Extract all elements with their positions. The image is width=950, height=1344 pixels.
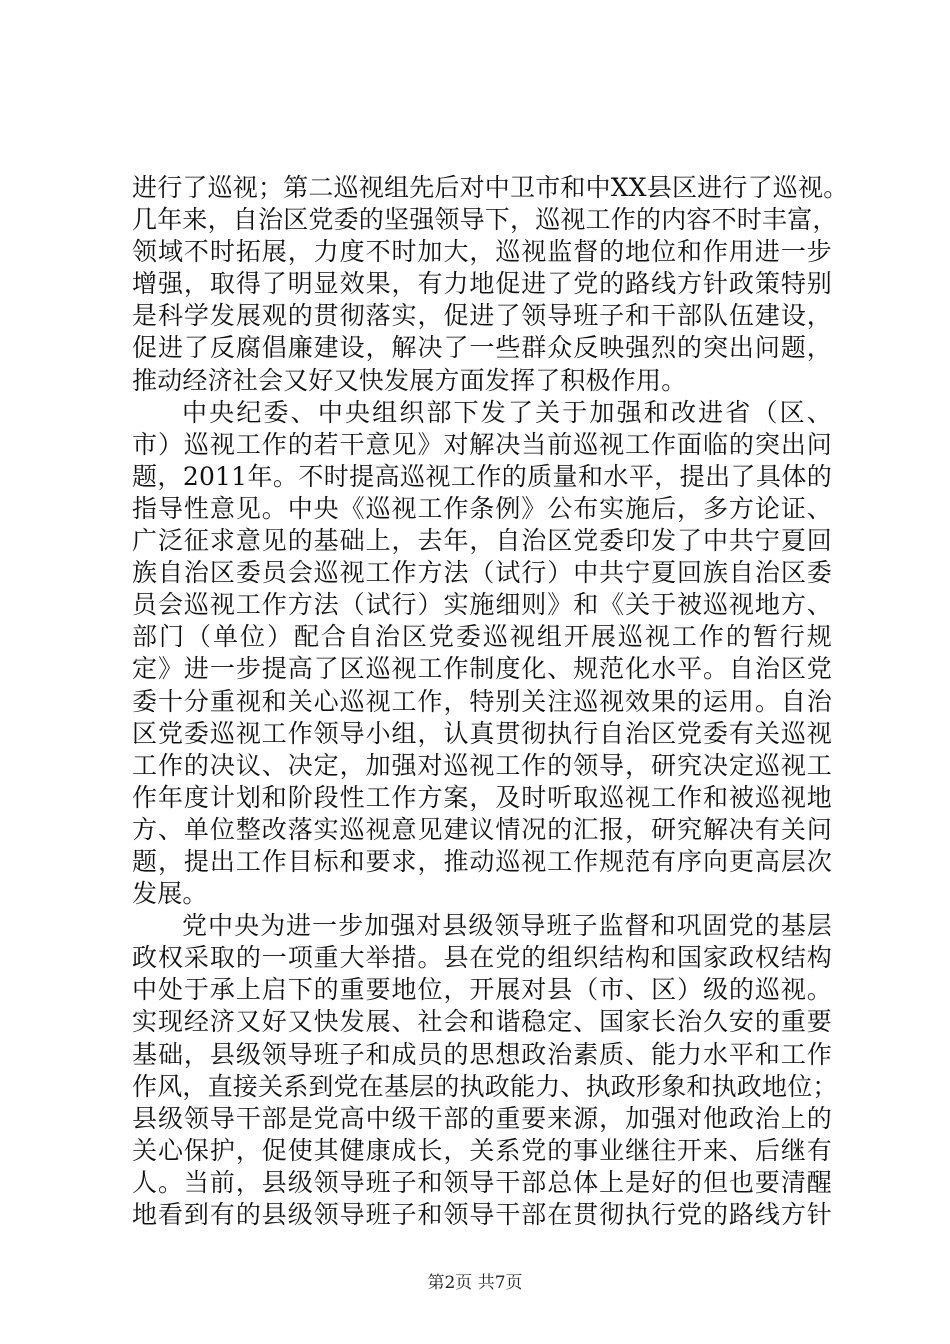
paragraph-1-line: 进行了巡视；第二巡视组先后对中卫市和中XX县区进行了巡视。 <box>132 173 849 202</box>
paragraph-2-line: 区党委巡视工作领导小组，认真贯彻执行自治区党委有关巡视 <box>132 718 832 748</box>
paragraph-2-line: 委十分重视和关心巡视工作，特别关注巡视效果的运用。自治 <box>132 686 832 716</box>
paragraph-3-line: 作风，直接关系到党在基层的执政能力、执政形象和执政地位； <box>132 1071 838 1101</box>
paragraph-3-line: 实现经济又好又快发展、社会和谐稳定、国家长治久安的重要 <box>132 1007 832 1037</box>
document-body <box>132 172 849 1231</box>
paragraph-1-line: 促进了反腐倡廉建设，解决了一些群众反映强烈的突出问题， <box>132 333 832 363</box>
paragraph-2-line: 发展。 <box>132 879 208 909</box>
paragraph-2-line: 题，提出工作目标和要求，推动巡视工作规范有序向更高层次 <box>132 846 832 876</box>
paragraph-2-line: 方、单位整改落实巡视意见建议情况的汇报，研究解决有关问 <box>132 814 832 844</box>
paragraph-2-line: 定》进一步提高了区巡视工作制度化、规范化水平。自治区党 <box>132 654 832 684</box>
paragraph-2-line: 指导性意见。中央《巡视工作条例》公布实施后，多方论证、 <box>132 493 832 523</box>
paragraph-2-line: 市）巡视工作的若干意见》对解决当前巡视工作面临的突出问 <box>132 429 832 459</box>
paragraph-3-line: 政权采取的一项重大举措。县在党的组织结构和国家政权结构 <box>132 943 832 973</box>
paragraph-1-line: 是科学发展观的贯彻落实，促进了领导班子和干部队伍建设， <box>132 301 832 331</box>
paragraph-2-line: 族自治区委员会巡视工作方法（试行）中共宁夏回族自治区委 <box>132 558 832 588</box>
paragraph-2-line: 广泛征求意见的基础上，去年，自治区党委印发了中共宁夏回 <box>132 526 832 556</box>
paragraph-3-line: 关心保护，促使其健康成长，关系党的事业继往开来、后继有 <box>132 1135 832 1165</box>
paragraph-2-first-line: 中央纪委、中央组织部下发了关于加强和改进省（区、 <box>182 397 832 427</box>
paragraph-3-line: 地看到有的县级领导班子和领导干部在贯彻执行党的路线方针 <box>132 1200 832 1229</box>
paragraph-3-line: 人。当前，县级领导班子和领导干部总体上是好的但也要清醒 <box>132 1167 832 1197</box>
paragraph-3-line: 县级领导干部是党高中级干部的重要来源，加强对他政治上的 <box>132 1103 832 1133</box>
paragraph-1-line: 几年来，自治区党委的坚强领导下，巡视工作的内容不时丰富， <box>132 205 838 235</box>
paragraph-3-first-line: 党中央为进一步加强对县级领导班子监督和巩固党的基层 <box>182 911 832 941</box>
paragraph-1-line: 推动经济社会又好又快发展方面发挥了积极作用。 <box>132 365 687 395</box>
paragraph-2-line: 题，2011年。不时提高巡视工作的质量和水平，提出了具体的 <box>132 461 832 491</box>
paragraph-1-line: 增强，取得了明显效果，有力地促进了党的路线方针政策特别 <box>132 269 832 299</box>
paragraph-2-line: 部门（单位）配合自治区党委巡视组开展巡视工作的暂行规 <box>132 622 832 652</box>
paragraph-3-line: 中处于承上启下的重要地位，开展对县（市、区）级的巡视。 <box>132 975 832 1005</box>
paragraph-1-line: 领域不时拓展，力度不时加大，巡视监督的地位和作用进一步 <box>132 237 832 267</box>
paragraph-3-line: 基础，县级领导班子和成员的思想政治素质、能力水平和工作 <box>132 1039 832 1069</box>
paragraph-2-line: 工作的决议、决定，加强对巡视工作的领导，研究决定巡视工 <box>132 750 832 780</box>
page-number-footer: 第2页 共7页 <box>427 1273 523 1293</box>
paragraph-2-line: 员会巡视工作方法（试行）实施细则》和《关于被巡视地方、 <box>132 590 832 620</box>
paragraph-2-line: 作年度计划和阶段性工作方案，及时听取巡视工作和被巡视地 <box>132 782 832 812</box>
